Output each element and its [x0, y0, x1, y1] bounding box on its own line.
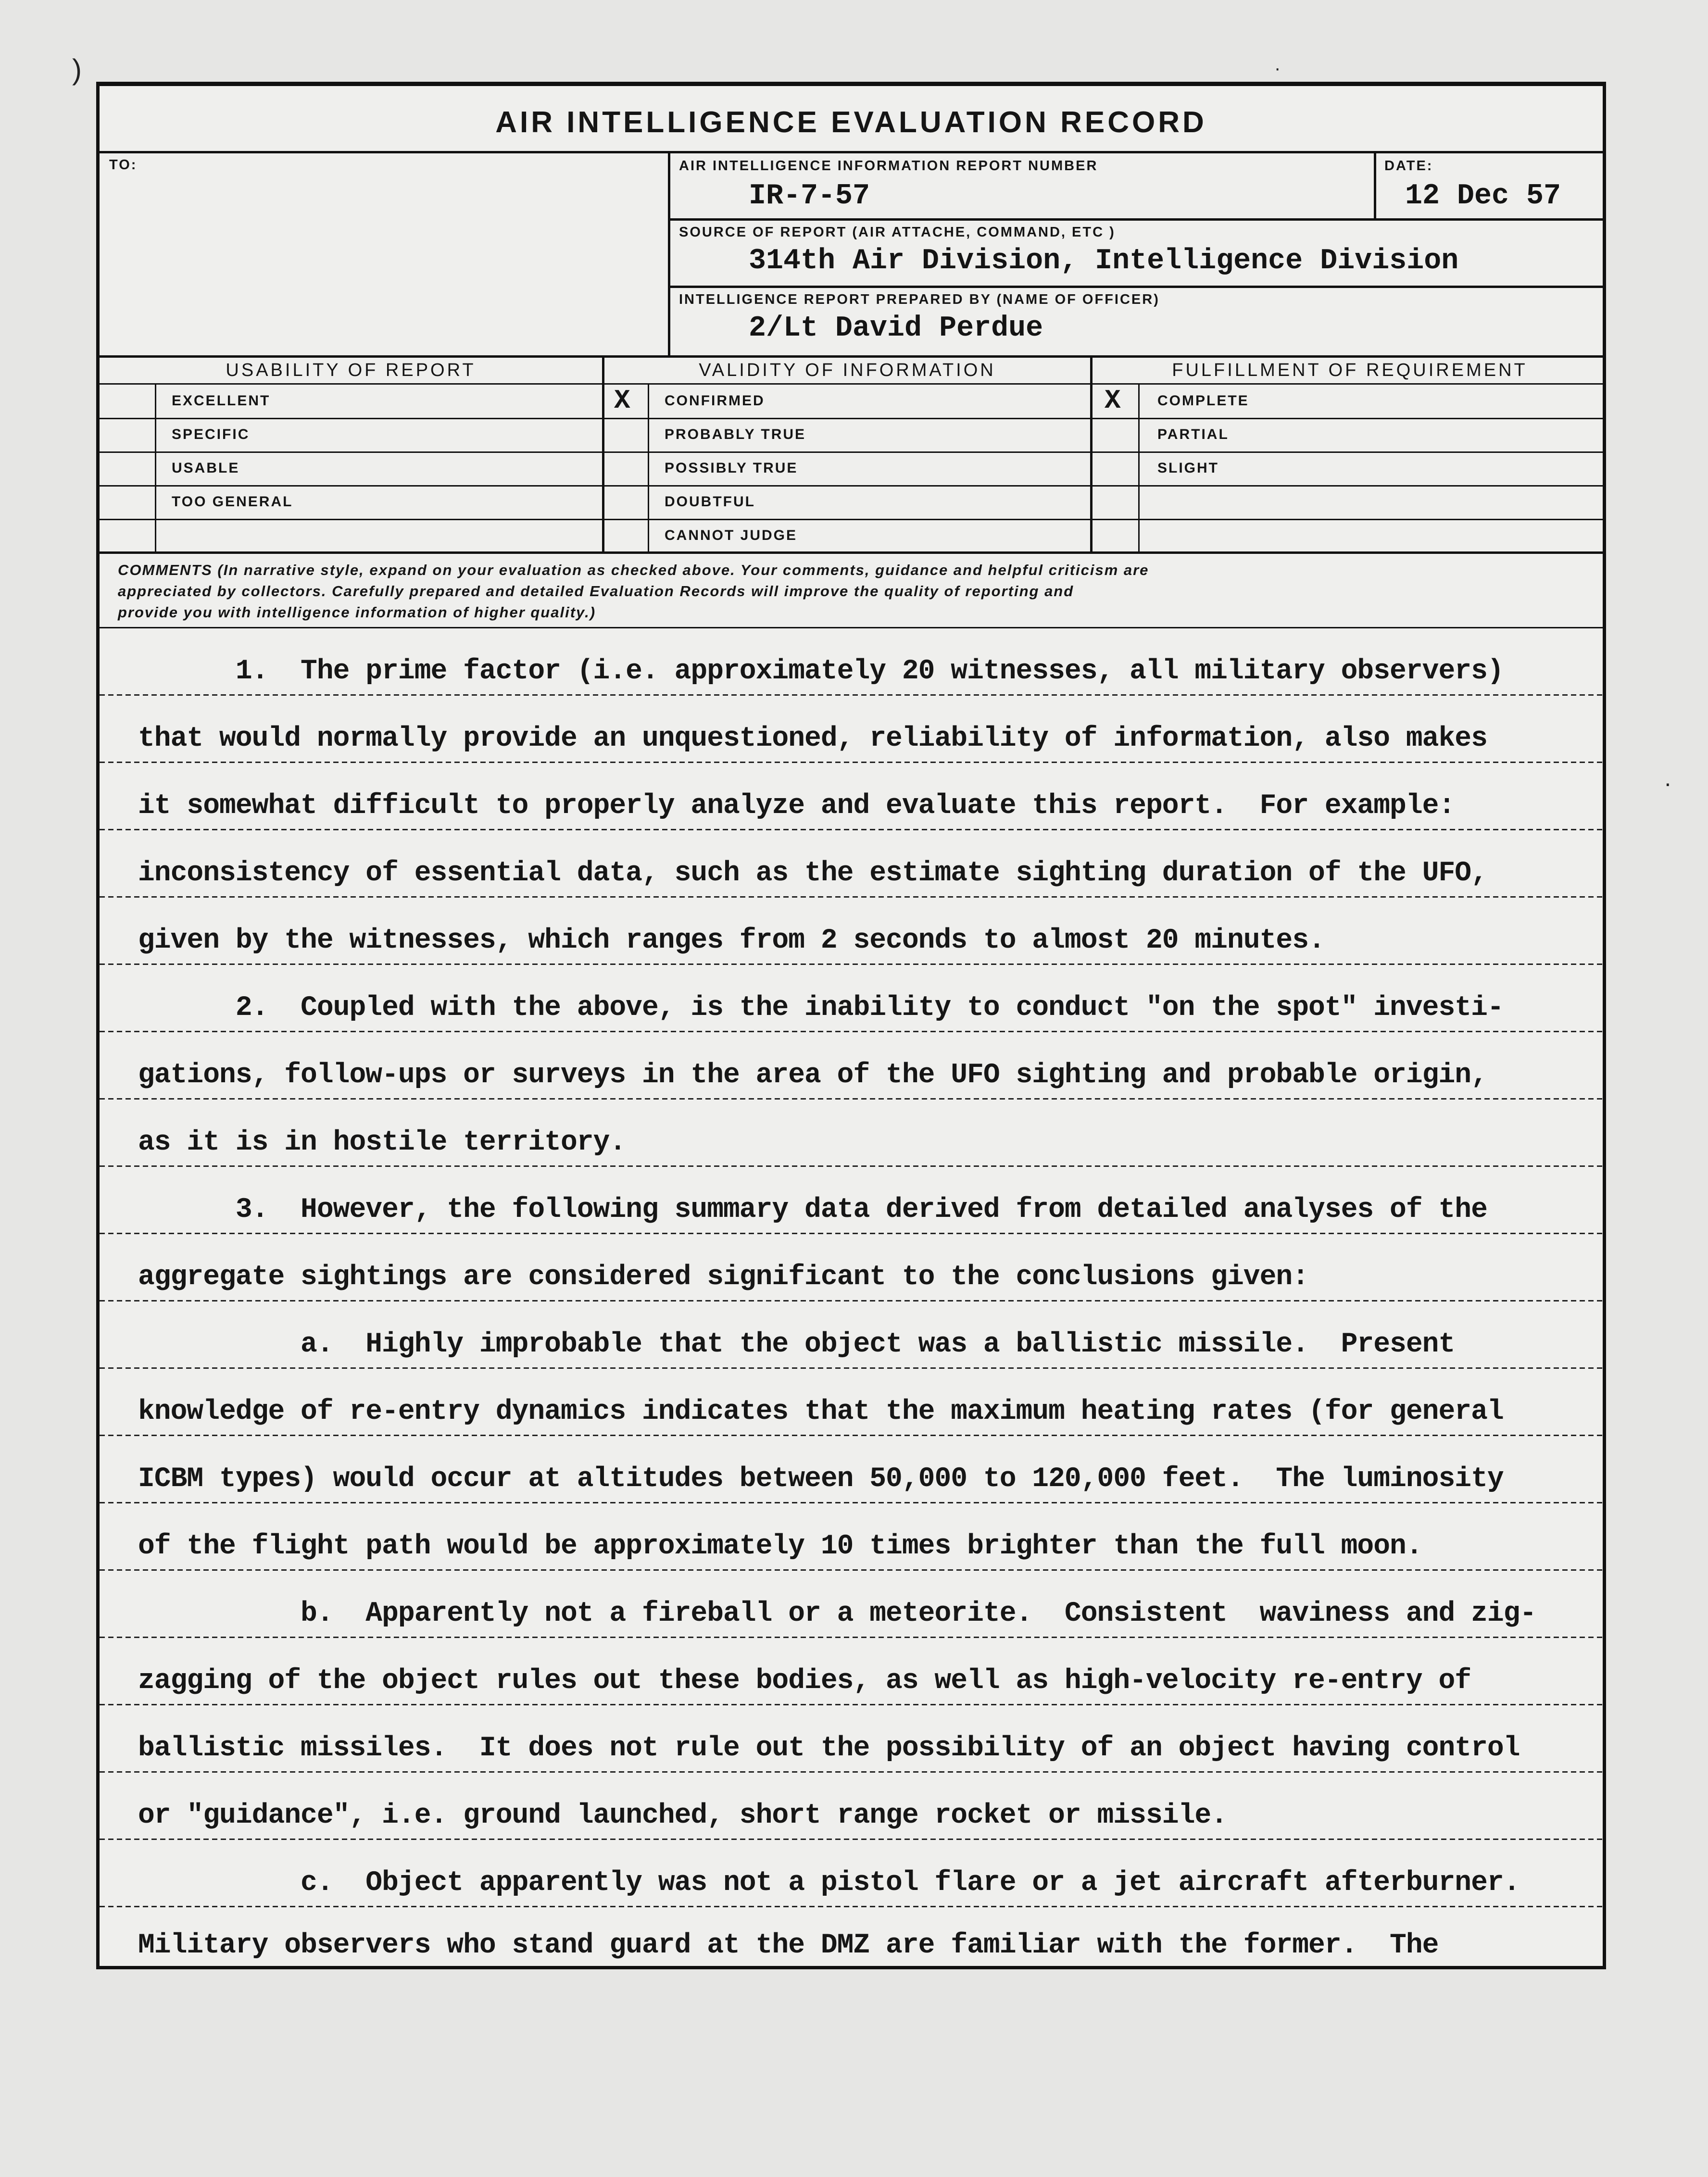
comments-instructions: [118, 560, 1589, 623]
report-number-label: AIR INTELLIGENCE INFORMATION REPORT NUMBER: [679, 158, 1098, 174]
ruled-line: [100, 1839, 1603, 1840]
body-text-line: aggregate sightings are considered significant to the conclusions given:: [138, 1262, 1309, 1293]
ruled-line: [100, 1569, 1603, 1571]
usability-option: SPECIFIC: [172, 426, 250, 442]
scan-mark: ): [72, 53, 82, 86]
ruled-line: [100, 1637, 1603, 1638]
validity-heading: VALIDITY OF INFORMATION: [699, 360, 996, 380]
rule: [100, 451, 1603, 453]
prepared-by-value: 2/Lt David Perdue: [749, 312, 1043, 345]
body-text-line: Military observers who stand guard at the DMZ are familiar with the former. The: [138, 1930, 1439, 1961]
report-number-value: IR-7-57: [749, 180, 870, 213]
fulfillment-option: SLIGHT: [1157, 460, 1219, 476]
body-text-line: 1. The prime factor (i.e. approximately 20 witnesses, all military observers): [138, 656, 1504, 687]
evaluation-record-form: [96, 82, 1606, 1969]
body-text-line: zagging of the object rules out these bodies, as well as high-velocity re-entry of: [138, 1665, 1471, 1697]
date-value: 12 Dec 57: [1405, 180, 1561, 213]
body-text-line: of the flight path would be approximately 10 times brighter than the full moon.: [138, 1531, 1422, 1562]
rule: [100, 627, 1603, 628]
body-text-line: given by the witnesses, which ranges from 2 seconds to almost 20 minutes.: [138, 925, 1325, 956]
rule: [100, 151, 1603, 153]
ruled-line: [100, 1031, 1603, 1032]
rule: [100, 383, 1603, 385]
body-text-line: gations, follow-ups or surveys in the area of the UFO sighting and probable origin,: [138, 1060, 1487, 1091]
body-text-line: ballistic missiles. It does not rule out the possibility of an object having control: [138, 1733, 1520, 1764]
body-text-line: inconsistency of essential data, such as the estimate sighting duration of the UFO,: [138, 858, 1487, 889]
ruled-line: [100, 1435, 1603, 1436]
rule: [155, 383, 156, 551]
prepared-by-label: INTELLIGENCE REPORT PREPARED BY (NAME OF OFFICER): [679, 292, 1160, 307]
body-text-line: 2. Coupled with the above, is the inability to conduct "on the spot" investi-: [138, 992, 1504, 1024]
ruled-line: [100, 896, 1603, 898]
rule: [100, 519, 1603, 520]
ruled-line: [100, 1367, 1603, 1369]
ruled-line: [100, 1233, 1603, 1234]
ruled-line: [100, 1098, 1603, 1100]
rule: [668, 218, 1606, 221]
body-text-line: knowledge of re-entry dynamics indicates that the maximum heating rates (for general: [138, 1396, 1504, 1427]
date-label: DATE:: [1384, 158, 1433, 174]
rule: [100, 355, 1603, 358]
ruled-line: [100, 963, 1603, 965]
body-text-line: ICBM types) would occur at altitudes between 50,000 to 120,000 feet. The luminosity: [138, 1464, 1504, 1495]
ruled-line: [100, 829, 1603, 830]
body-text-line: it somewhat difficult to properly analyze and evaluate this report. For example:: [138, 790, 1455, 822]
ruled-line: [100, 1704, 1603, 1705]
usability-option: USABLE: [172, 460, 240, 476]
body-text-line: 3. However, the following summary data derived from detailed analyses of the: [138, 1194, 1487, 1226]
validity-option: CONFIRMED: [665, 393, 765, 409]
ruled-line: [100, 1300, 1603, 1301]
usability-option: TOO GENERAL: [172, 494, 293, 510]
ruled-line: [100, 694, 1603, 696]
rule: [1138, 383, 1140, 551]
validity-check-mark: X: [614, 385, 630, 416]
rule: [100, 418, 1603, 419]
usability-option: EXCELLENT: [172, 393, 271, 409]
comments-line: provide you with intelligence information of higher quality.): [118, 604, 596, 621]
fulfillment-option: PARTIAL: [1157, 426, 1229, 442]
rule: [1090, 355, 1093, 552]
rule: [602, 355, 604, 552]
body-text-line: a. Highly improbable that the object was a ballistic missile. Present: [138, 1329, 1455, 1360]
body-text-line: b. Apparently not a fireball or a meteorite. Consistent waviness and zig-: [138, 1598, 1536, 1629]
body-text-line: that would normally provide an unquestioned, reliability of information, also makes: [138, 723, 1487, 754]
scan-mark: ·: [1664, 770, 1672, 797]
body-text-line: as it is in hostile territory.: [138, 1127, 626, 1158]
to-label: TO:: [109, 157, 138, 173]
validity-option: DOUBTFUL: [665, 494, 755, 510]
usability-heading: USABILITY OF REPORT: [226, 360, 476, 380]
fulfillment-check-mark: X: [1105, 385, 1121, 416]
form-title: AIR INTELLIGENCE EVALUATION RECORD: [495, 106, 1207, 139]
ruled-line: [100, 1502, 1603, 1503]
ruled-line: [100, 1771, 1603, 1773]
source-value: 314th Air Division, Intelligence Division: [749, 245, 1459, 277]
comments-line: appreciated by collectors. Carefully prepared and detailed Evaluation Records will improve the quality of reporting and: [118, 583, 1074, 600]
rule: [1374, 151, 1376, 218]
ruled-line: [100, 762, 1603, 763]
ruled-line: [100, 1165, 1603, 1167]
fulfillment-heading: FULFILLMENT OF REQUIREMENT: [1172, 360, 1528, 380]
rule: [100, 485, 1603, 487]
ruled-line: [100, 1906, 1603, 1907]
body-text-line: or "guidance", i.e. ground launched, short range rocket or missile.: [138, 1800, 1227, 1831]
rule: [668, 151, 670, 355]
validity-option: PROBABLY TRUE: [665, 426, 806, 442]
rule: [648, 383, 649, 551]
validity-option: POSSIBLY TRUE: [665, 460, 798, 476]
validity-option: CANNOT JUDGE: [665, 527, 798, 543]
rule: [100, 551, 1603, 554]
comments-line: COMMENTS (In narrative style, expand on your evaluation as checked above. Your comments, guidance and helpful criticism are: [118, 562, 1149, 578]
fulfillment-option: COMPLETE: [1157, 393, 1249, 409]
scan-mark: ·: [1274, 58, 1281, 79]
source-label: SOURCE OF REPORT (AIR ATTACHE, COMMAND, ETC ): [679, 225, 1116, 240]
rule: [668, 286, 1606, 288]
body-text-line: c. Object apparently was not a pistol flare or a jet aircraft afterburner.: [138, 1867, 1520, 1899]
